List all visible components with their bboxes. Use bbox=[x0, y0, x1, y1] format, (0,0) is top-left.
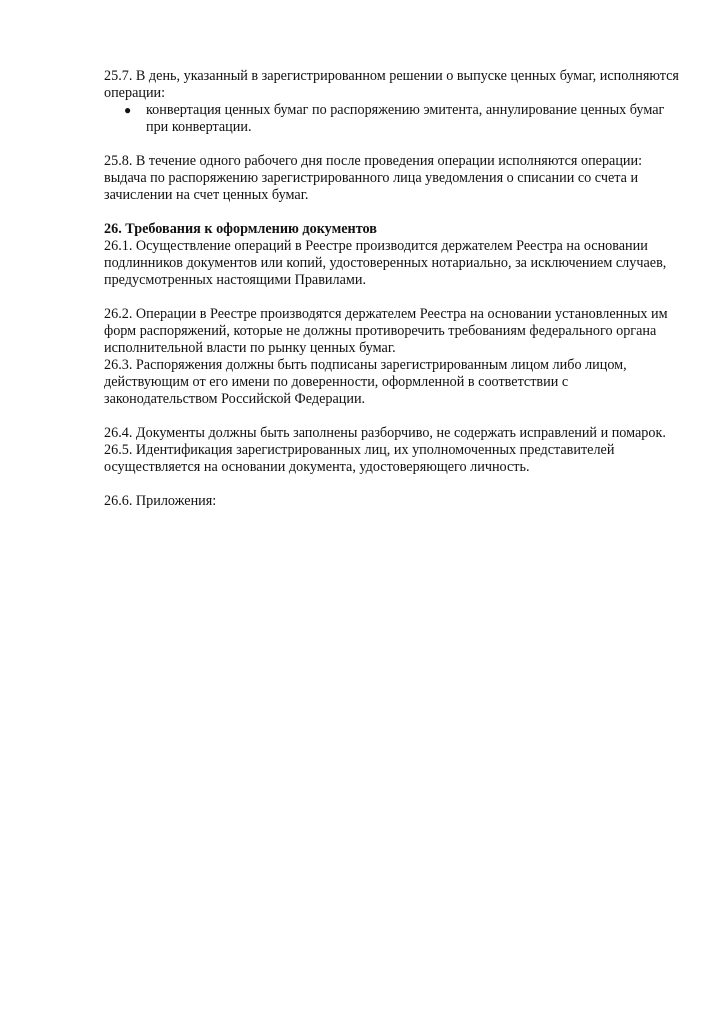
bullet-list-25-7 bbox=[104, 102, 684, 136]
spacer bbox=[104, 136, 684, 153]
bullet-item bbox=[104, 102, 684, 136]
bullet-icon: ● bbox=[124, 103, 132, 117]
paragraph-25-8: 25.8. В течение одного рабочего дня после проведения операции исполняются операции: выдача по распоряжению зарегистрированного лица уведомления о списании со счета и зачислении на счет ценных бумаг. bbox=[104, 153, 643, 203]
section-26-heading: 26. Требования к оформлению документов bbox=[104, 221, 377, 237]
paragraph-26-3: 26.3. Распоряжения должны быть подписаны зарегистрированным лицом либо лицом, действующим от его имени по доверенности, оформленной в соответствии с законодательством Российской Федерации. bbox=[104, 357, 627, 407]
spacer bbox=[104, 204, 684, 221]
paragraph-26-1: 26.1. Осуществление операций в Реестре производится держателем Реестра на основании подлинников документов или копий, удостоверенных нотариально, за исключением случаев, предусмотренных настоящими Правилами. bbox=[104, 238, 667, 288]
paragraph-26-5: 26.5. Идентификация зарегистрированных лиц, их уполномоченных представителей осуществляется на основании документа, удостоверяющего личность. bbox=[104, 442, 615, 475]
paragraph-26-6: 26.6. Приложения: bbox=[104, 493, 217, 509]
spacer bbox=[104, 476, 684, 493]
paragraph-25-7-intro: 25.7. В день, указанный в зарегистрированном решении о выпуске ценных бумаг, исполняются операции: bbox=[104, 68, 679, 101]
paragraph-26-2: 26.2. Операции в Реестре производятся держателем Реестра на основании установленных им форм распоряжений, которые не должны противоречить требованиям федерального органа исполнительной власти по рынку ценных бумаг. bbox=[104, 306, 668, 356]
bullet-text: конвертация ценных бумаг по распоряжению эмитента, аннулирование ценных бумаг при конвертации. bbox=[146, 102, 665, 135]
spacer bbox=[104, 289, 684, 306]
document-body bbox=[104, 68, 684, 510]
spacer bbox=[104, 408, 684, 425]
paragraph-26-4: 26.4. Документы должны быть заполнены разборчиво, не содержать исправлений и помарок. bbox=[104, 425, 666, 441]
